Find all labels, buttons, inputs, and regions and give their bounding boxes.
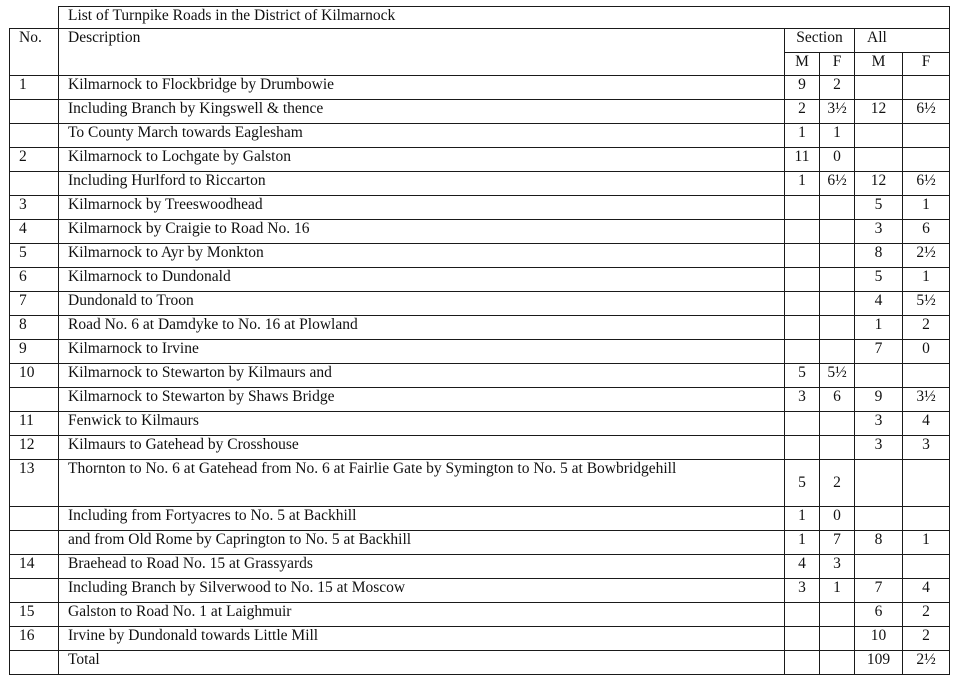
table-row — [10, 292, 950, 316]
table-row — [10, 364, 950, 388]
cell-no: 3 — [10, 196, 59, 220]
total-label: Total — [59, 651, 785, 675]
cell-description: Kilmarnock by Craigie to Road No. 16 — [59, 220, 785, 244]
cell-no — [10, 388, 59, 412]
cell-section-m — [785, 316, 820, 340]
header-section-f: F — [820, 53, 855, 76]
cell-all-m — [855, 507, 903, 531]
table-row — [10, 196, 950, 220]
cell-all-m — [855, 76, 903, 100]
cell-section-f: 6½ — [820, 172, 855, 196]
cell-section-f — [820, 268, 855, 292]
cell-no: 9 — [10, 340, 59, 364]
cell-section-m: 3 — [785, 388, 820, 412]
cell-section-m — [785, 268, 820, 292]
cell-section-f — [820, 316, 855, 340]
cell-section-f: 3 — [820, 555, 855, 579]
cell-section-m — [785, 292, 820, 316]
cell-all-f — [903, 460, 950, 507]
cell-no: 4 — [10, 220, 59, 244]
cell-all-m — [855, 124, 903, 148]
cell-description: Kilmarnock to Ayr by Monkton — [59, 244, 785, 268]
cell-section-m — [785, 340, 820, 364]
cell-all-m: 3 — [855, 412, 903, 436]
table-row — [10, 340, 950, 364]
header-no: No. — [10, 29, 59, 76]
cell-section-m — [785, 436, 820, 460]
cell-section-f — [820, 292, 855, 316]
header-description: Description — [59, 29, 785, 76]
cell-section-m: 5 — [785, 460, 820, 507]
cell-no — [10, 579, 59, 603]
header-all-f: F — [903, 53, 950, 76]
cell-all-m: 10 — [855, 627, 903, 651]
cell-section-f — [820, 220, 855, 244]
cell-description: Kilmaurs to Gatehead by Crosshouse — [59, 436, 785, 460]
cell-all-m: 7 — [855, 579, 903, 603]
cell-section-f: 2 — [820, 460, 855, 507]
cell-all-m — [855, 460, 903, 507]
header-all: All — [855, 29, 950, 53]
cell-section-m — [785, 651, 820, 675]
cell-no — [10, 100, 59, 124]
cell-no — [10, 124, 59, 148]
table-row — [10, 220, 950, 244]
cell-description: Kilmarnock to Irvine — [59, 340, 785, 364]
cell-all-f — [903, 364, 950, 388]
cell-no: 6 — [10, 268, 59, 292]
cell-all-m — [855, 555, 903, 579]
cell-all-f — [903, 76, 950, 100]
cell-all-f — [903, 507, 950, 531]
cell-description: Including Hurlford to Riccarton — [59, 172, 785, 196]
table-row — [10, 148, 950, 172]
cell-description: Fenwick to Kilmaurs — [59, 412, 785, 436]
table-row — [10, 76, 950, 100]
cell-section-f — [820, 244, 855, 268]
cell-all-f: 1 — [903, 196, 950, 220]
cell-all-f: 1 — [903, 268, 950, 292]
cell-section-m — [785, 220, 820, 244]
cell-section-m — [785, 244, 820, 268]
cell-all-f — [903, 124, 950, 148]
turnpike-roads-table — [9, 6, 950, 675]
cell-section-m: 2 — [785, 100, 820, 124]
cell-all-f: 0 — [903, 340, 950, 364]
cell-description: Including Branch by Silverwood to No. 15 at Moscow — [59, 579, 785, 603]
total-row — [10, 651, 950, 675]
cell-section-m: 5 — [785, 364, 820, 388]
total-all-m: 109 — [855, 651, 903, 675]
cell-no: 12 — [10, 436, 59, 460]
cell-all-f: 2 — [903, 603, 950, 627]
cell-all-f: 4 — [903, 579, 950, 603]
cell-all-f: 6½ — [903, 172, 950, 196]
cell-no: 8 — [10, 316, 59, 340]
cell-no: 14 — [10, 555, 59, 579]
cell-description: Kilmarnock to Stewarton by Kilmaurs and — [59, 364, 785, 388]
cell-all-m: 5 — [855, 268, 903, 292]
cell-section-m — [785, 196, 820, 220]
cell-section-m: 11 — [785, 148, 820, 172]
table-row — [10, 436, 950, 460]
cell-section-f: 2 — [820, 76, 855, 100]
cell-section-m — [785, 627, 820, 651]
document-page — [9, 6, 950, 675]
cell-all-m: 7 — [855, 340, 903, 364]
table-row — [10, 124, 950, 148]
cell-no: 16 — [10, 627, 59, 651]
cell-description: To County March towards Eaglesham — [59, 124, 785, 148]
cell-section-f: 1 — [820, 124, 855, 148]
header-section-m: M — [785, 53, 820, 76]
table-row — [10, 460, 950, 507]
cell-no: 5 — [10, 244, 59, 268]
cell-description: Kilmarnock to Lochgate by Galston — [59, 148, 785, 172]
cell-all-f: 2½ — [903, 244, 950, 268]
table-row — [10, 627, 950, 651]
cell-no — [10, 172, 59, 196]
table-body — [10, 76, 950, 675]
cell-section-f: 7 — [820, 531, 855, 555]
cell-all-m — [855, 148, 903, 172]
cell-section-f — [820, 196, 855, 220]
cell-description: Including from Fortyacres to No. 5 at Backhill — [59, 507, 785, 531]
cell-section-m: 3 — [785, 579, 820, 603]
cell-all-f: 6 — [903, 220, 950, 244]
table-row — [10, 388, 950, 412]
cell-description: Kilmarnock to Flockbridge by Drumbowie — [59, 76, 785, 100]
cell-description: Including Branch by Kingswell & thence — [59, 100, 785, 124]
cell-no: 15 — [10, 603, 59, 627]
cell-description: Thornton to No. 6 at Gatehead from No. 6 at Fairlie Gate by Symington to No. 5 at Bowbridgehill — [59, 460, 785, 507]
cell-description: Irvine by Dundonald towards Little Mill — [59, 627, 785, 651]
header-section: Section — [785, 29, 855, 53]
cell-section-m — [785, 412, 820, 436]
cell-section-m: 4 — [785, 555, 820, 579]
cell-no — [10, 507, 59, 531]
cell-section-f — [820, 603, 855, 627]
cell-description: and from Old Rome by Caprington to No. 5 at Backhill — [59, 531, 785, 555]
cell-section-f — [820, 651, 855, 675]
cell-description: Braehead to Road No. 15 at Grassyards — [59, 555, 785, 579]
table-row — [10, 244, 950, 268]
cell-section-f — [820, 412, 855, 436]
table-row — [10, 172, 950, 196]
header-all-m: M — [855, 53, 903, 76]
cell-all-m: 6 — [855, 603, 903, 627]
cell-all-f: 2 — [903, 316, 950, 340]
cell-no: 13 — [10, 460, 59, 507]
cell-no: 1 — [10, 76, 59, 100]
table-row — [10, 603, 950, 627]
cell-all-f: 3½ — [903, 388, 950, 412]
cell-no: 2 — [10, 148, 59, 172]
cell-all-m: 4 — [855, 292, 903, 316]
cell-all-m: 8 — [855, 531, 903, 555]
cell-no — [10, 651, 59, 675]
cell-no: 11 — [10, 412, 59, 436]
cell-no: 7 — [10, 292, 59, 316]
cell-all-f: 5½ — [903, 292, 950, 316]
total-all-f: 2½ — [903, 651, 950, 675]
cell-section-f — [820, 436, 855, 460]
cell-all-m — [855, 364, 903, 388]
table-row — [10, 555, 950, 579]
cell-all-m: 3 — [855, 220, 903, 244]
cell-description: Road No. 6 at Damdyke to No. 16 at Plowland — [59, 316, 785, 340]
cell-section-f: 0 — [820, 507, 855, 531]
cell-all-f: 2 — [903, 627, 950, 651]
cell-all-f — [903, 148, 950, 172]
cell-section-f: 3½ — [820, 100, 855, 124]
cell-description: Galston to Road No. 1 at Laighmuir — [59, 603, 785, 627]
cell-section-m: 9 — [785, 76, 820, 100]
cell-all-f: 3 — [903, 436, 950, 460]
cell-description: Kilmarnock to Stewarton by Shaws Bridge — [59, 388, 785, 412]
table-row — [10, 316, 950, 340]
cell-description: Kilmarnock to Dundonald — [59, 268, 785, 292]
cell-section-f: 6 — [820, 388, 855, 412]
cell-description: Kilmarnock by Treeswoodhead — [59, 196, 785, 220]
header-row-1 — [10, 29, 950, 53]
cell-all-m: 8 — [855, 244, 903, 268]
cell-all-m: 9 — [855, 388, 903, 412]
cell-section-m: 1 — [785, 507, 820, 531]
cell-all-f: 1 — [903, 531, 950, 555]
cell-all-m: 12 — [855, 172, 903, 196]
cell-no: 10 — [10, 364, 59, 388]
table-row — [10, 100, 950, 124]
cell-all-f: 4 — [903, 412, 950, 436]
cell-section-m: 1 — [785, 172, 820, 196]
table-row — [10, 507, 950, 531]
cell-section-f: 1 — [820, 579, 855, 603]
cell-section-f — [820, 627, 855, 651]
cell-section-f: 5½ — [820, 364, 855, 388]
cell-section-m: 1 — [785, 531, 820, 555]
cell-section-f: 0 — [820, 148, 855, 172]
table-row — [10, 531, 950, 555]
title-row — [10, 7, 950, 29]
table-row — [10, 412, 950, 436]
table-row — [10, 579, 950, 603]
cell-all-m: 3 — [855, 436, 903, 460]
cell-no — [10, 531, 59, 555]
cell-description: Dundonald to Troon — [59, 292, 785, 316]
table-row — [10, 268, 950, 292]
cell-all-m: 5 — [855, 196, 903, 220]
table-title: List of Turnpike Roads in the District of Kilmarnock — [59, 7, 950, 29]
cell-section-m: 1 — [785, 124, 820, 148]
cell-section-m — [785, 603, 820, 627]
cell-section-f — [820, 340, 855, 364]
cell-all-m: 12 — [855, 100, 903, 124]
cell-all-f — [903, 555, 950, 579]
cell-all-f: 6½ — [903, 100, 950, 124]
cell-all-m: 1 — [855, 316, 903, 340]
